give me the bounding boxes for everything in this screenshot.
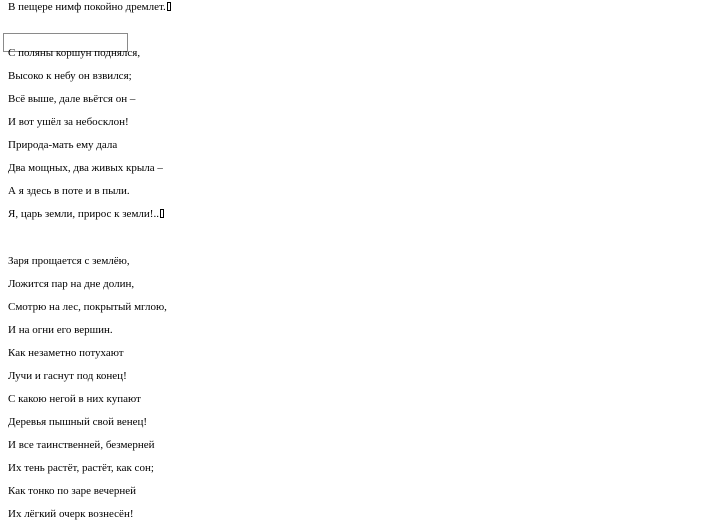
poem-line: Их лёгкий очерк вознесён!	[8, 508, 134, 520]
poem-line	[8, 0, 171, 14]
poem-line-text: Я, царь земли, прирос к земли!..	[8, 208, 159, 220]
poem-line: С поляны коршун поднялся,	[8, 47, 141, 59]
poem-line: Заря прощается с землёю,	[8, 255, 130, 267]
poem-line: Деревья пышный свой венец!	[8, 416, 148, 428]
poem-line: И на огни его вершин.	[8, 324, 113, 336]
poem-line: И вот ушёл за небосклон!	[8, 116, 129, 128]
poem-line: Природа-мать ему дала	[8, 139, 118, 151]
poem-line: Два мощных, два живых крыла –	[8, 162, 163, 174]
poem-line: Как тонко по заре вечерней	[8, 485, 137, 497]
poem-line: И все таинственней, безмерней	[8, 439, 155, 451]
poem-line: Всё выше, дале вьётся он –	[8, 93, 136, 105]
poem-line: С какою негой в них купают	[8, 393, 141, 405]
poem-line: Как незаметно потухают	[8, 347, 124, 359]
poem-line: А я здесь в поте и в пыли.	[8, 185, 130, 197]
missing-glyph-icon	[160, 209, 164, 218]
poem-line	[8, 207, 164, 221]
missing-glyph-icon	[167, 2, 171, 11]
poem-line: Лучи и гаснут под конец!	[8, 370, 127, 382]
poem-line: Смотрю на лес, покрытый мглою,	[8, 301, 167, 313]
poem-line-text: В пещере нимф покойно дремлет.	[8, 1, 166, 13]
poem-line: Высоко к небу он взвился;	[8, 70, 132, 82]
poem-line: Их тень растёт, растёт, как сон;	[8, 462, 154, 474]
poem-line: Ложится пар на дне долин,	[8, 278, 135, 290]
